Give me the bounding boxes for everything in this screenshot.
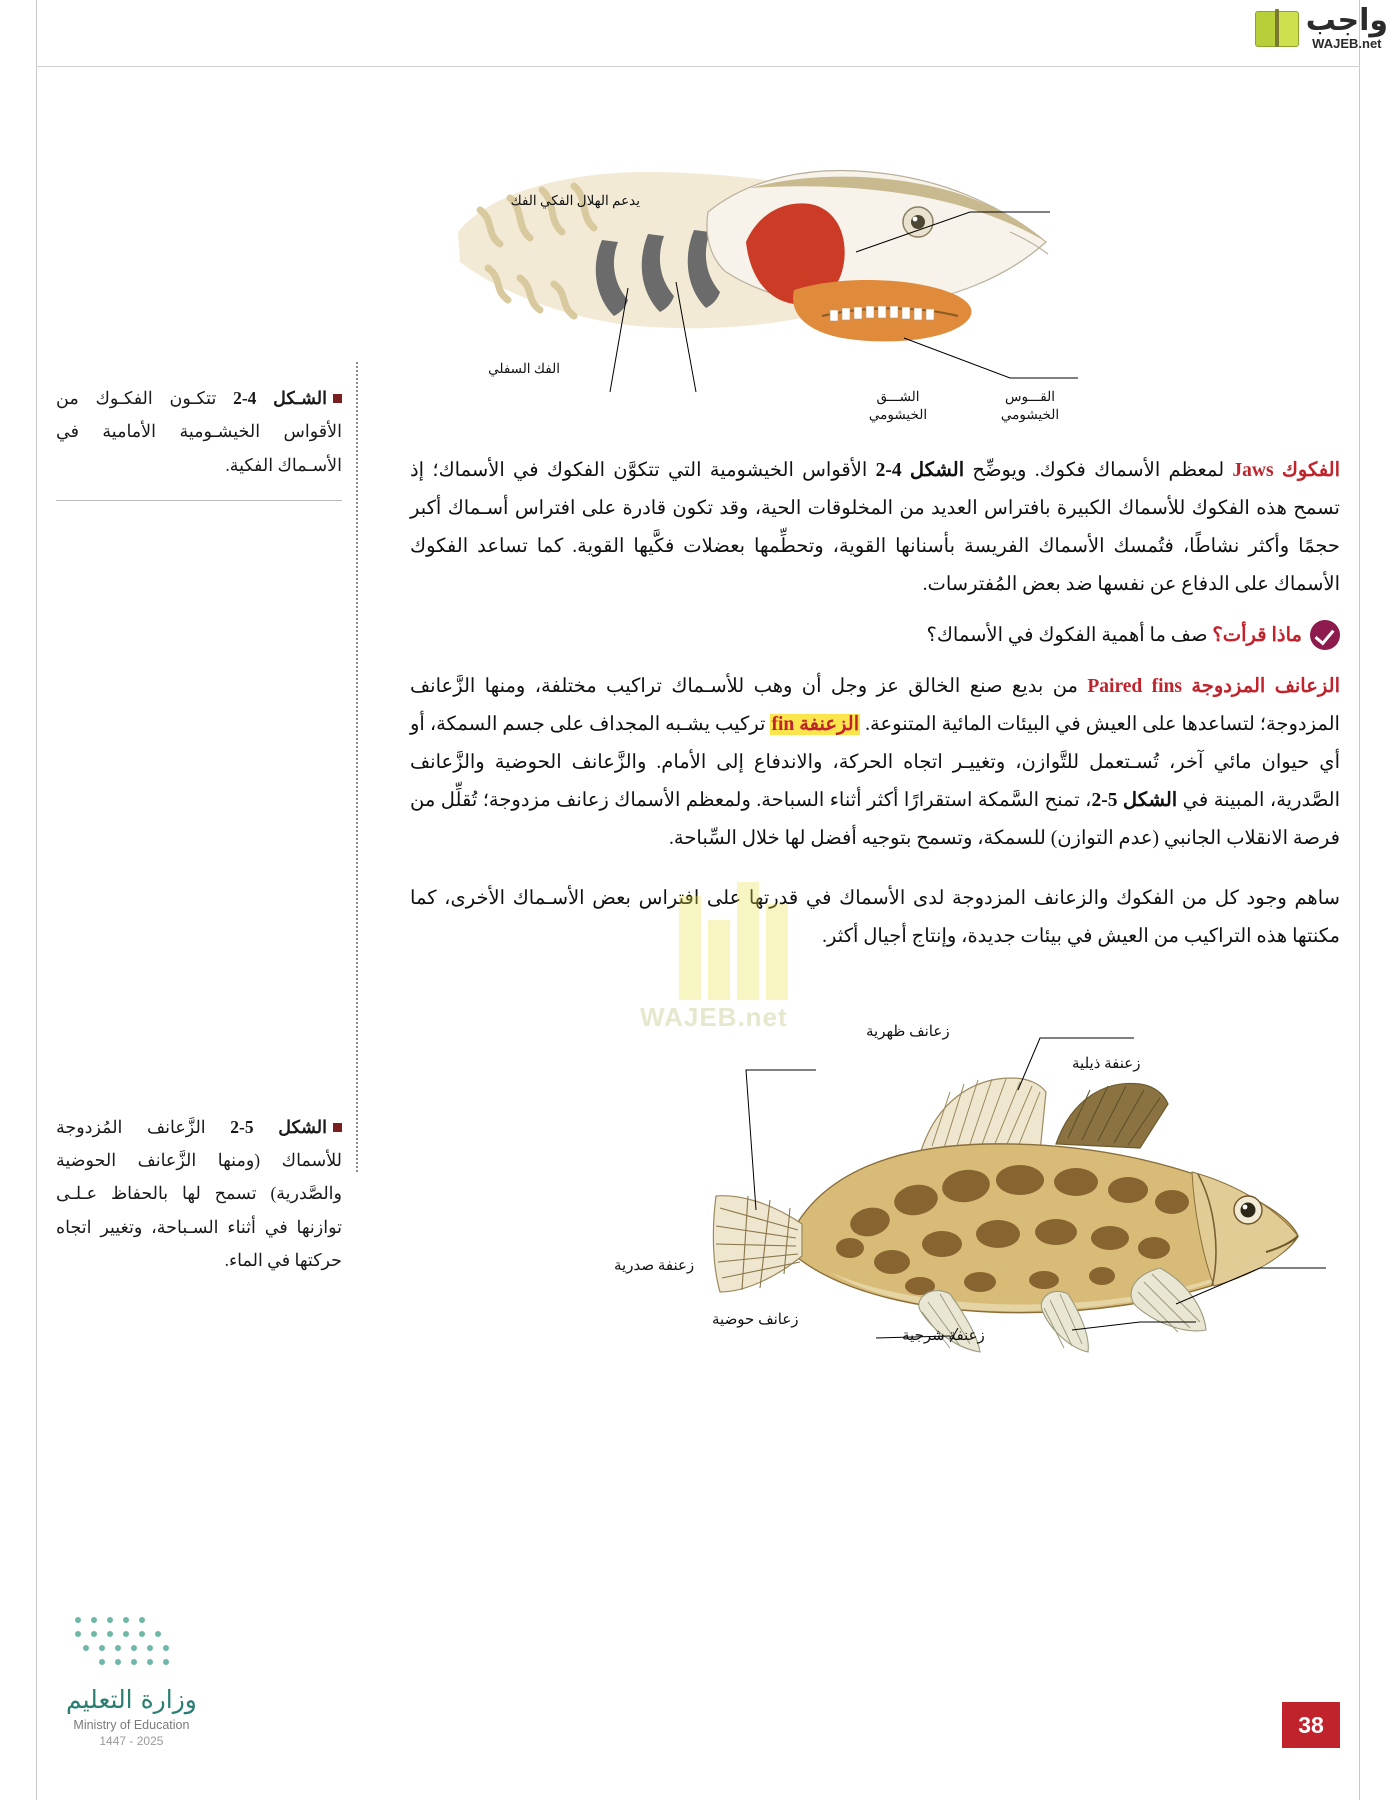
book-icon [1254, 7, 1300, 49]
figure2-label-anal-fin: زعنفة شرجية [902, 1328, 985, 1345]
figure2-illustration [614, 986, 1340, 1356]
reading-check-text [927, 623, 1303, 647]
figure1-label-gill-arch [970, 388, 1090, 424]
reading-check [410, 620, 1340, 650]
reading-check-label: ماذا قرأت؟ [1212, 625, 1302, 647]
figure1-caption-label: الشـكل 4-2 [233, 388, 327, 408]
figure1-illustration [450, 92, 1090, 423]
wajeb-logo-latin: WAJEB.net [1312, 36, 1382, 51]
figure1-label-gill-arch-line2: الخيشومي [1000, 407, 1060, 423]
figure2-label-caudal-fin: زعنفة ذيلية [1072, 1056, 1141, 1073]
page-content [56, 92, 1340, 1760]
page-border-right [1359, 0, 1360, 1800]
wajeb-logo-text [1305, 3, 1388, 51]
figure2-caption [56, 1111, 342, 1277]
ref-figure-4-2: الشكل 4-2 [875, 460, 965, 481]
term-jaws: الفكوك Jaws [1232, 460, 1341, 481]
term-paired-fins: الزعانف المزدوجة Paired fins [1087, 676, 1340, 698]
wajeb-logo [1254, 3, 1388, 51]
ministry-logo [66, 1613, 197, 1748]
figure2-caption-text: الزَّعانف المُزدوجة للأسماك (ومنها الزَّعانف الحوضية والصَّدرية) تسمح لها بالحفاظ عـلـى توازنها في أثناء السـباحة، وتغيير اتجاه حركتها في الماء. [56, 1116, 342, 1270]
paragraph-jaws [410, 452, 1340, 604]
term-fin-highlighted: الزعنفة fin [771, 714, 860, 736]
page-top-rule [36, 66, 1360, 67]
ministry-name-en: Ministry of Education [73, 1718, 190, 1732]
figure1-caption [56, 382, 342, 482]
ministry-year: 2025 - 1447 [99, 1734, 164, 1748]
main-column [410, 92, 1340, 1356]
caption-marker-icon [333, 394, 342, 403]
figure2-caption-label: الشكل 5-2 [230, 1116, 327, 1137]
wajeb-logo-arabic: واجب [1305, 3, 1388, 38]
figure1-label-gill-slit-line2: الخيشومي [868, 407, 928, 423]
fish-head-drawing [450, 92, 1090, 402]
paragraph-summary: ساهم وجود كل من الفكوك والزعانف المزدوجة لدى الأسماك في قدرتها على افتراس بعض الأسـماك الأخرى، كما مكنتها هذه التراكيب من العيش في بيئات جديدة، وإنتاج أجيال أكثر. [410, 888, 1340, 948]
figure2-label-pelvic-fins: زعانف حوضية [712, 1312, 799, 1329]
ministry-name-ar: وزارة التعليم [66, 1685, 197, 1714]
page-number: 38 [1282, 1702, 1340, 1748]
figure2-label-dorsal-fins: زعانف ظهرية [866, 1024, 950, 1041]
margin-column [56, 92, 342, 1277]
column-divider [356, 362, 358, 1172]
paragraph-paired-fins-c: ، تمنح السَّمكة استقرارًا أكثر أثناء السباحة. ولمعظم الأسماك زعانف مزدوجة؛ تُقلِّل من فرصة الانقلاب الجانبي (عدم التوازن) للسمكة، وتسمح بتوجيه أفضل لها خلال السِّباحة. [410, 790, 1340, 850]
center-watermark-text: WAJEB.net [640, 1002, 788, 1032]
paragraph-jaws-text-b: الأقواس الخيشومية التي تتكوَّن الفكوك في الأسماك؛ إذ تسمح هذه الفكوك للأسماك الكبيرة بافتراس العديد من المخلوقات الحية، وقد تكون قادرة على افتراس أسـماك أكبر حجمًا وأكثر نشاطًا، فتُمسك الأسماك الفريسة بأسنانها القوية، وتحطِّمها بعضلات فكَّيها القوية. كما تساعد الفكوك الأسماك على الدفاع عن نفسها ضد بعض المُفترسات. [410, 460, 1340, 596]
figure2-label-pectoral-fin: زعنفة صدرية [614, 1258, 695, 1275]
whole-fish-drawing [620, 986, 1340, 1356]
caption-marker-icon-2 [333, 1123, 342, 1132]
figure1-label-lower-jaw: الفك السفلي [488, 361, 560, 376]
figure1-label-jaw-support: يدعم الهلال الفكي الفك [510, 193, 640, 208]
page-border-left [36, 0, 37, 1800]
paragraph-paired-fins [410, 668, 1340, 858]
reading-check-question: صف ما أهمية الفكوك في الأسماك؟ [926, 625, 1213, 647]
paragraph-jaws-text-a: لمعظم الأسماك فكوك. ويوضِّح [964, 460, 1233, 481]
ministry-dots-icon [71, 1613, 191, 1675]
figure1-caption-text: تتكـون الفكـوك من الأقواس الخيشـومية الأمامية في الأسـماك الفكية. [56, 388, 342, 475]
check-icon [1310, 620, 1340, 650]
figure1-label-gill-slit [838, 388, 958, 424]
figure1-label-gill-arch-line1: القـــوس [1004, 389, 1055, 404]
paragraph-paired-fins-b: تركيب يشـبه المجداف على جسم السمكة، أو أي حيوان مائي آخر، تُسـتعمل للتَّوازن، وتغييـر اتجاه الحركة، والاندفاع إلى الأمام. والزَّعانف الحوضية والزَّعانف الصَّدرية، المبينة في [410, 714, 1340, 812]
ref-figure-5-2: الشكل 5-2 [1091, 790, 1178, 812]
figure1-label-gill-slit-line1: الشـــق [876, 389, 920, 404]
paragraph-paired-fins-a: من بديع صنع الخالق عز وجل أن وهب للأسـماك تراكيب مختلفة، ومنها الزَّعانف المزدوجة؛ لتساعدها على العيش في البيئات المائية المتنوعة. [410, 676, 1340, 736]
